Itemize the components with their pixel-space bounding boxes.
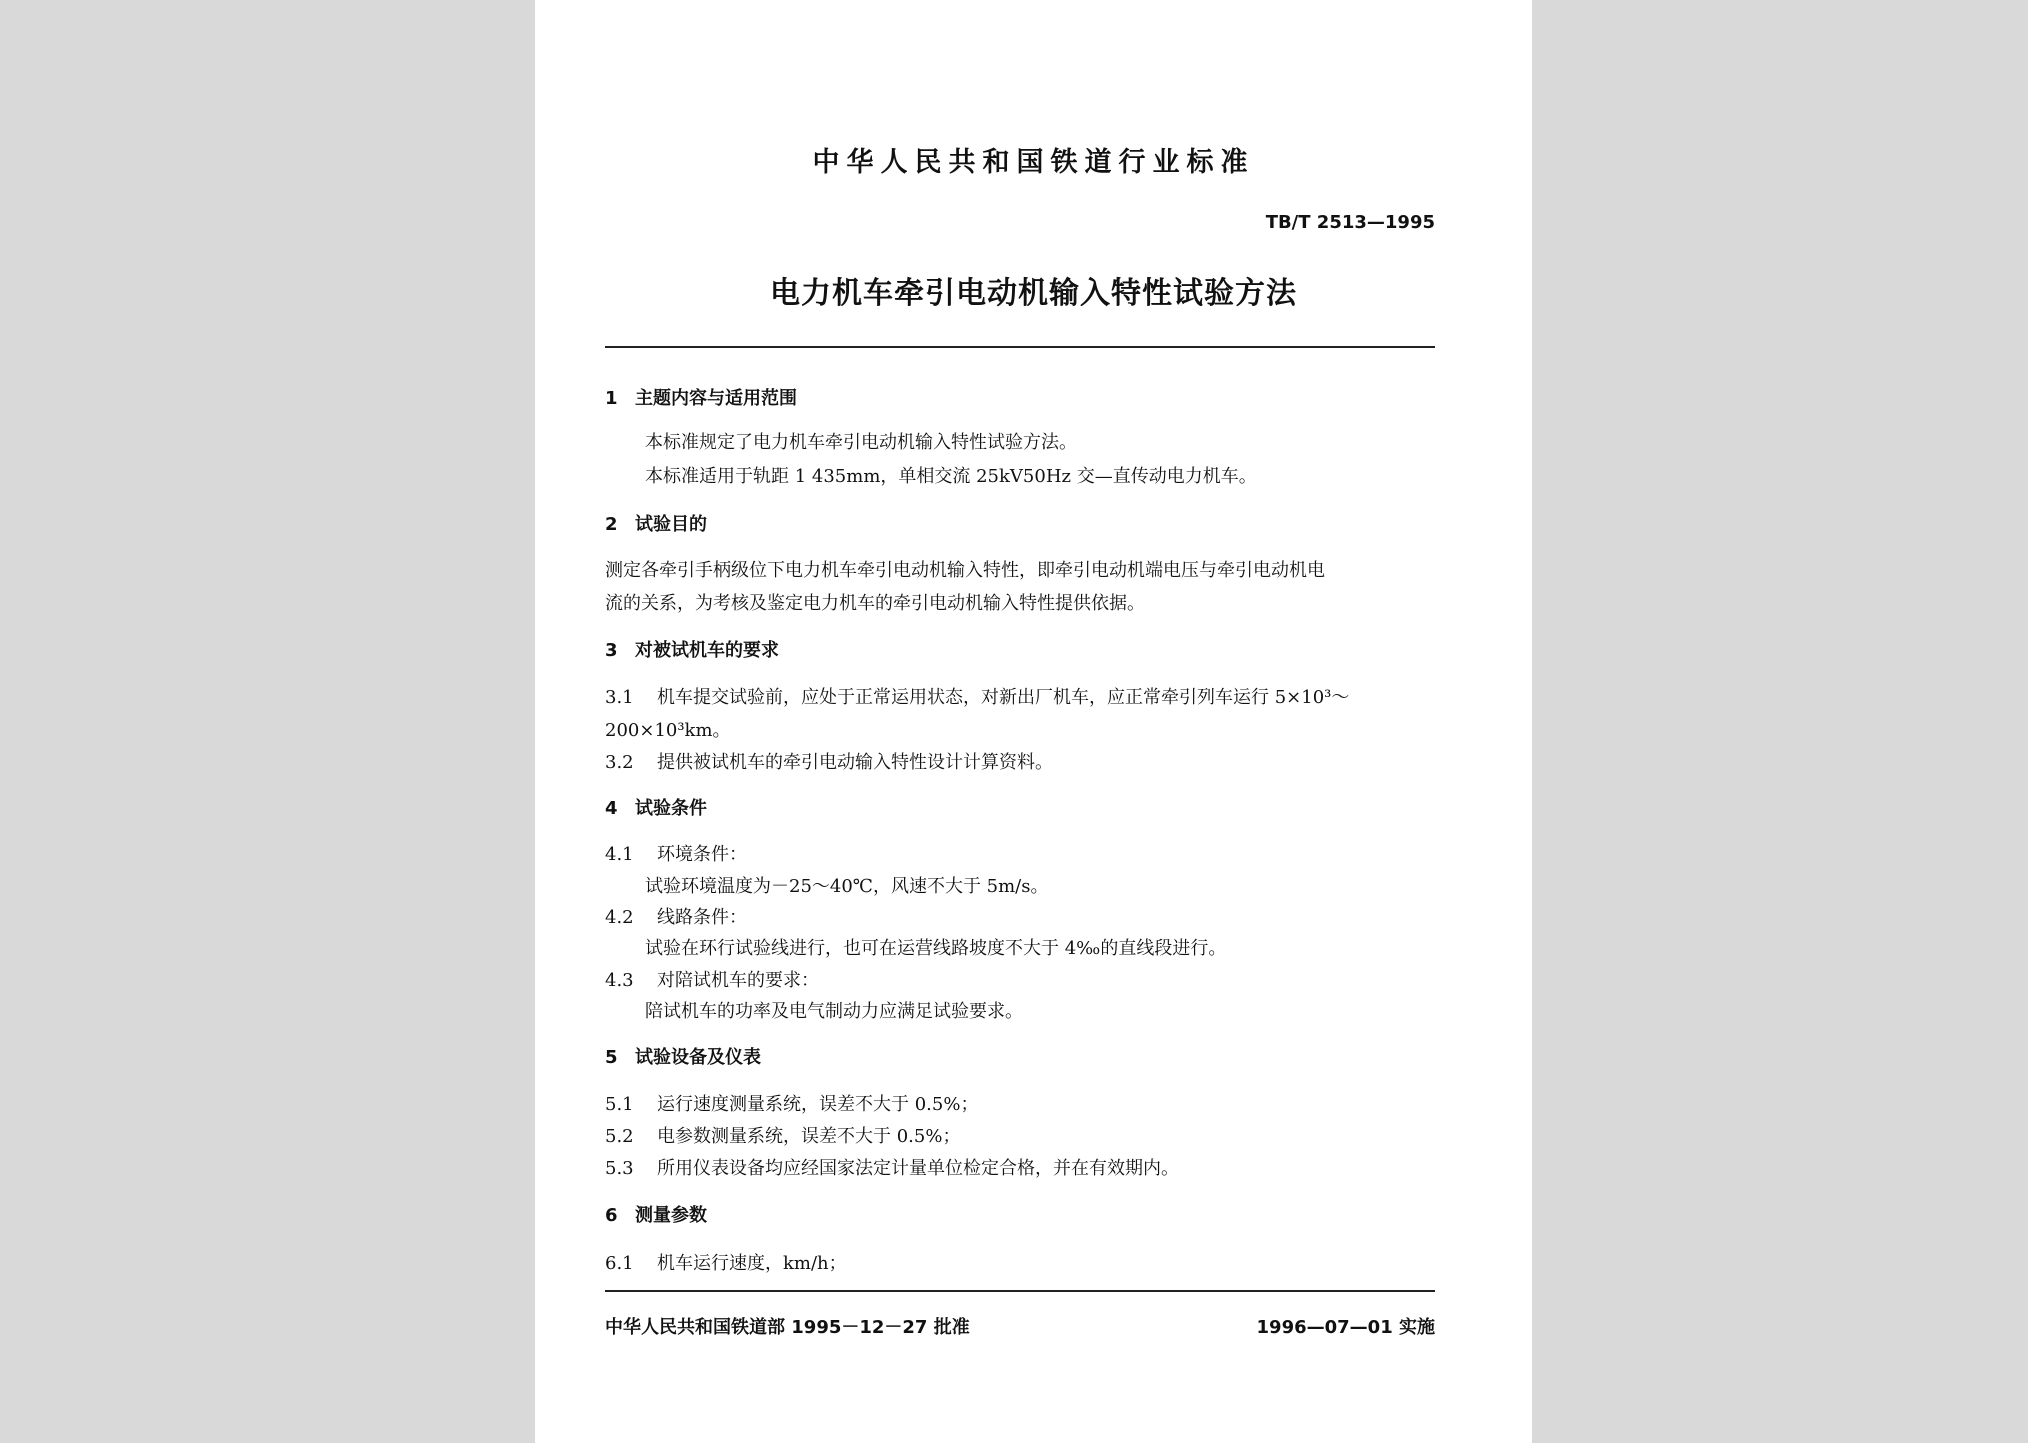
clause-text: 机车提交试验前，应处于正常运用状态，对新出厂机车，应正常牵引列车运行 5×10³～: [657, 687, 1350, 708]
clause-label: 环境条件：: [657, 844, 747, 865]
clause-number: 5.3: [605, 1158, 634, 1179]
section-2-heading: [605, 510, 707, 536]
section-1-paragraph-2: 本标准适用于轨距 1 435mm，单相交流 25kV50Hz 交—直传动电力机车。: [645, 466, 1257, 487]
section-6-heading: [605, 1201, 707, 1227]
clause-number: 4.1: [605, 844, 634, 865]
clause-4-3: [605, 966, 819, 992]
clause-number: 6.1: [605, 1253, 634, 1274]
clause-number: 5.1: [605, 1094, 634, 1115]
section-title: 试验条件: [635, 798, 707, 819]
clause-3-2: [605, 748, 1053, 774]
clause-4-1: [605, 840, 747, 866]
section-number: 5: [605, 1047, 618, 1068]
title-divider: [605, 346, 1435, 348]
clause-4-2: [605, 903, 747, 929]
clause-number: 4.2: [605, 907, 634, 928]
clause-text: 运行速度测量系统，误差不大于 0.5%；: [657, 1094, 979, 1115]
section-5-heading: [605, 1043, 761, 1069]
section-2-paragraph-line-1: 测定各牵引手柄级位下电力机车牵引电动机输入特性，即牵引电动机端电压与牵引电动机电: [605, 560, 1325, 581]
clause-3-1: [605, 683, 1349, 709]
clause-text: 机车运行速度，km/h；: [657, 1253, 847, 1274]
clause-4-3-text: 陪试机车的功率及电气制动力应满足试验要求。: [645, 1001, 1023, 1022]
section-1-heading: [605, 384, 797, 410]
document-title: 电力机车牵引电动机输入特性试验方法: [770, 276, 1297, 311]
clause-5-1: [605, 1090, 978, 1116]
section-title: 主题内容与适用范围: [635, 388, 797, 409]
clause-number: 4.3: [605, 970, 634, 991]
section-1-paragraph-1: 本标准规定了电力机车牵引电动机输入特性试验方法。: [645, 432, 1077, 453]
section-title: 试验设备及仪表: [635, 1047, 761, 1068]
clause-5-3: [605, 1154, 1179, 1180]
section-number: 6: [605, 1205, 618, 1226]
standard-body-header: 中华人民共和国铁道行业标准: [812, 147, 1255, 178]
section-number: 1: [605, 388, 618, 409]
clause-number: 3.1: [605, 687, 634, 708]
clause-4-2-text: 试验在环行试验线进行，也可在运营线路坡度不大于 4‰的直线段进行。: [645, 938, 1227, 959]
section-number: 3: [605, 640, 618, 661]
effective-date: 1996—07—01 实施: [1256, 1317, 1435, 1338]
clause-number: 5.2: [605, 1126, 634, 1147]
clause-3-1-continuation: 200×10³km。: [605, 720, 731, 741]
approval-statement: 中华人民共和国铁道部 1995－12－27 批准: [605, 1317, 970, 1338]
clause-number: 3.2: [605, 752, 634, 773]
section-4-heading: [605, 794, 707, 820]
footer-divider: [605, 1290, 1435, 1292]
clause-label: 对陪试机车的要求：: [657, 970, 819, 991]
clause-text: 提供被试机车的牵引电动输入特性设计计算资料。: [657, 752, 1053, 773]
section-title: 对被试机车的要求: [635, 640, 779, 661]
clause-text: 所用仪表设备均应经国家法定计量单位检定合格，并在有效期内。: [657, 1158, 1179, 1179]
section-number: 4: [605, 798, 618, 819]
section-3-heading: [605, 636, 779, 662]
clause-5-2: [605, 1122, 960, 1148]
section-number: 2: [605, 514, 618, 535]
standard-code: TB/T 2513—1995: [1265, 212, 1435, 233]
section-title: 测量参数: [635, 1205, 707, 1226]
clause-label: 线路条件：: [657, 907, 747, 928]
section-2-paragraph-line-2: 流的关系，为考核及鉴定电力机车的牵引电动机输入特性提供依据。: [605, 593, 1145, 614]
clause-4-1-text: 试验环境温度为－25～40℃，风速不大于 5m/s。: [645, 876, 1049, 897]
clause-text: 电参数测量系统，误差不大于 0.5%；: [657, 1126, 961, 1147]
document-page: [535, 0, 1532, 1443]
clause-6-1: [605, 1249, 847, 1275]
section-title: 试验目的: [635, 514, 707, 535]
